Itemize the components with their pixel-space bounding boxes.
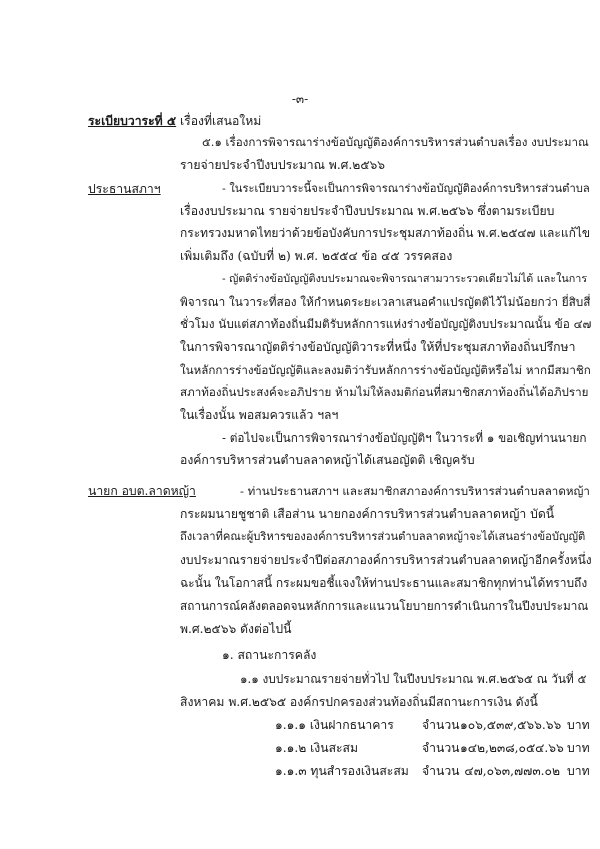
chair-p1-line2: เรื่องงบประมาณ รายจ่ายประจำปีงบประมาณ พ.ศ.๒๕๖๖ ซึ่งตามระเบียบ bbox=[180, 204, 555, 218]
finance-item-unit: บาท bbox=[567, 741, 590, 755]
finance-item-amount: ๑๐๖,๕๓๙,๕๖๖.๖๖ bbox=[460, 718, 562, 732]
chair-p2-line5: ในหลักการร่างข้อบัญญัติและลงมติว่ารับหลักการร่างข้อบัญญัติหรือไม่ หากมีสมาชิก bbox=[180, 363, 591, 377]
mayor-p1-line5: ฉะนั้น ในโอกาสนี้ กระผมขอชี้แจงให้ท่านประธานและสมาชิกทุกท่านได้ทราบถึง bbox=[180, 576, 588, 590]
mayor-p1-line3: ถึงเวลาที่คณะผู้บริหารขององค์การบริหารส่วนตำบลลาดหญ้าจะได้เสนอร่างข้อบัญญัติ bbox=[180, 530, 586, 543]
finance-item-label: ๑.๑.๓ ทุนสำรองเงินสะสม bbox=[275, 764, 409, 778]
chair-p1-line4: เพิ่มเติมถึง (ฉบับที่ ๒) พ.ศ. ๒๕๕๔ ข้อ ๔๕ วรรคสอง bbox=[180, 249, 453, 263]
page-number: -๓- bbox=[291, 92, 309, 106]
chair-p2-line6: สภาท้องถิ่นประสงค์จะอภิปราย ห้ามไม่ให้ลงมติก่อนที่สมาชิกสภาท้องถิ่นได้อภิปราย bbox=[180, 385, 589, 399]
finance-item-label: ๑.๑.๑ เงินฝากธนาคาร bbox=[275, 718, 394, 732]
chair-p2-line3: ชั่วโมง นับแต่สภาท้องถิ่นมีมติรับหลักการแห่งร่างข้อบัญญัติงบประมาณนั้น ข้อ ๔๗ bbox=[180, 317, 592, 331]
mayor-p1-line2: กระผมนายชูชาติ เสือส่าน นายกองค์การบริหารส่วนตำบลลาดหญ้า บัดนี้ bbox=[180, 507, 555, 521]
finance-item-label: ๑.๑.๒ เงินสะสม bbox=[275, 741, 359, 755]
finance-item-amount: ๔๗,๐๖๓,๗๗๓.๐๒ bbox=[464, 764, 560, 778]
chair-p3-line1: - ต่อไปจะเป็นการพิจารณาร่างข้อบัญญัติฯ ในวาระที่ ๑ ขอเชิญท่านนายก bbox=[222, 431, 587, 445]
chair-p3-line2: องค์การบริหารส่วนตำบลลาดหญ้าได้เสนอญัตติ เชิญครับ bbox=[180, 453, 475, 467]
finance-item-prefix: จำนวน bbox=[422, 764, 460, 778]
finance-item-amount: ๑๔๒,๒๓๘,๐๕๔.๖๖ bbox=[460, 741, 564, 755]
chair-p2-line2: พิจารณา ในวาระที่สอง ให้กำหนดระยะเวลาเสนอคำแปรญัตติไว้ไม่น้อยกว่า ยี่สิบสี่ bbox=[180, 295, 591, 309]
finance-item-prefix: จำนวน bbox=[422, 741, 460, 755]
agenda-label: ระเบียบวาระที่ ๕ bbox=[88, 114, 177, 128]
mayor-p1-line1: - ท่านประธานสภาฯ และสมาชิกสภาองค์การบริหารส่วนตำบลลาดหญ้า bbox=[240, 484, 590, 498]
section-fiscal-status: ๑. สถานะการคลัง bbox=[222, 648, 317, 662]
chair-p2-line1: - ญัตติร่างข้อบัญญัติงบประมาณจะพิจารณาสามวาระรวดเดียวไม่ได้ และในการ bbox=[222, 272, 588, 285]
section-1-1-line2: สิงหาคม พ.ศ.๒๕๖๕ องค์กรปกครองส่วนท้องถิ่นมีสถานะการเงิน ดังนี้ bbox=[180, 695, 538, 709]
finance-item-unit: บาท bbox=[567, 764, 590, 778]
mayor-p1-line7: พ.ศ.๒๕๖๖ ดังต่อไปนี้ bbox=[180, 622, 292, 636]
agenda-subtitle-line1: ๕.๑ เรื่องการพิจารณาร่างข้อบัญญัติองค์การบริหารส่วนตำบลเรื่อง งบประมาณ bbox=[202, 135, 589, 149]
chair-p2-line4: ในการพิจารณาญัตติร่างข้อบัญญัติวาระที่หนึ่ง ให้ที่ประชุมสภาท้องถิ่นปรึกษา bbox=[180, 340, 576, 354]
mayor-p1-line4: งบประมาณรายจ่ายประจำปีต่อสภาองค์การบริหารส่วนตำบลลาดหญ้าอีกครั้งหนึ่ง bbox=[180, 553, 592, 567]
finance-item-prefix: จำนวน bbox=[422, 718, 460, 732]
speaker-label-chair: ประธานสภาฯ bbox=[88, 182, 161, 196]
chair-p1-line1: - ในระเบียบวาระนี้จะเป็นการพิจารณาร่างข้อบัญญัติองค์การบริหารส่วนตำบล bbox=[222, 182, 590, 195]
mayor-p1-line6: สถานการณ์คลังตลอดจนหลักการและแนวนโยบายการดำเนินการในปีงบประมาณ bbox=[180, 599, 589, 613]
speaker-label-mayor: นายก อบต.ลาดหญ้า bbox=[88, 484, 196, 498]
finance-item-unit: บาท bbox=[567, 718, 590, 732]
section-1-1-line1: ๑.๑ งบประมาณรายจ่ายทั่วไป ในปีงบประมาณ พ.ศ.๒๕๖๕ ณ วันที่ ๕ bbox=[240, 672, 587, 686]
chair-p1-line3: กระทรวงมหาดไทยว่าด้วยข้อบังคับการประชุมสภาท้องถิ่น พ.ศ.๒๕๔๗ และแก้ไข bbox=[180, 226, 591, 240]
agenda-title: เรื่องที่เสนอใหม่ bbox=[180, 114, 262, 128]
chair-p2-line7: ในเรื่องนั้น พอสมควรแล้ว ฯลฯ bbox=[180, 408, 339, 422]
agenda-subtitle-line2: รายจ่ายประจำปีงบประมาณ พ.ศ.๒๕๖๖ bbox=[180, 158, 386, 172]
